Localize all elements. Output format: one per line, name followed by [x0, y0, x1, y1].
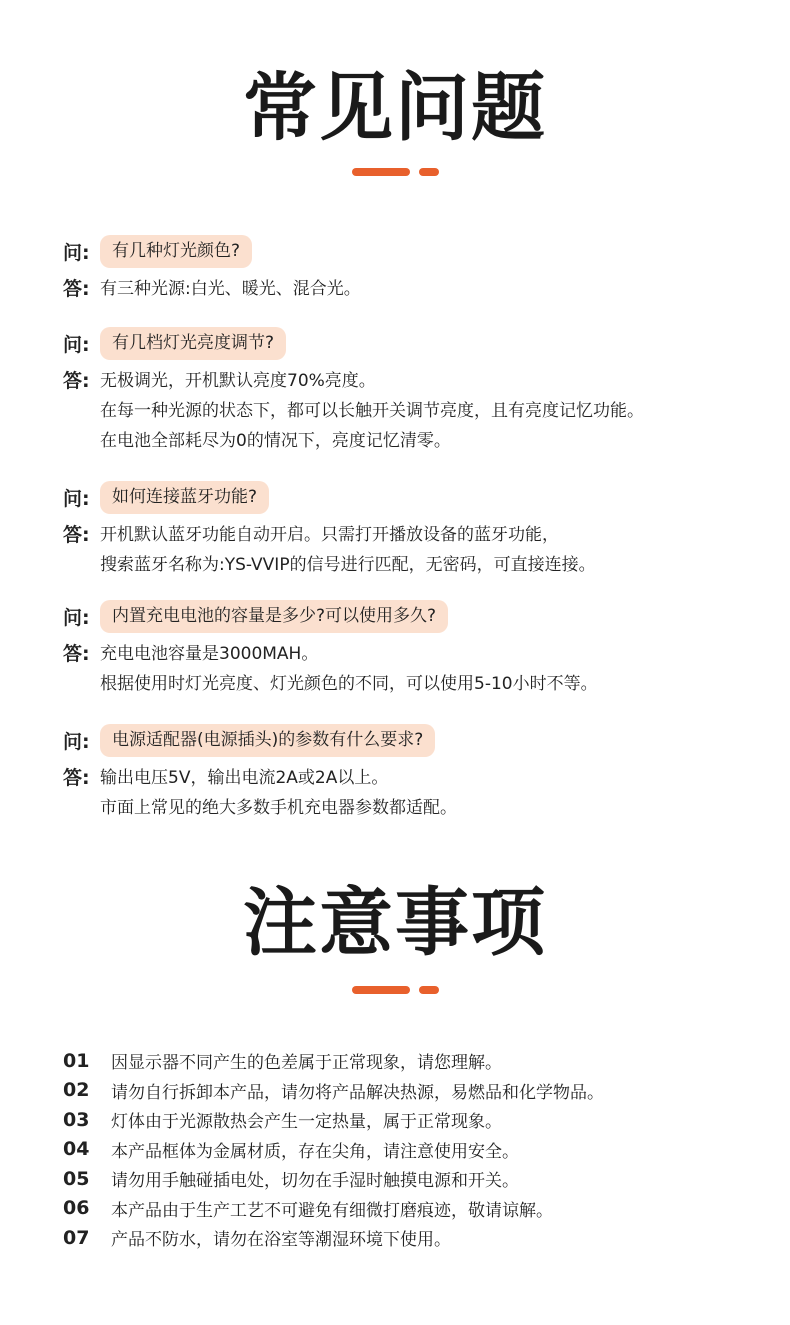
notes-list [63, 1046, 763, 1253]
question-row [63, 234, 763, 268]
answer-line: 搜索蓝牙名称为:YS-VVIP的信号进行匹配，无密码，可直接连接。 [100, 555, 596, 575]
note-text: 本产品由于生产工艺不可避免有细微打磨痕迹，敬请谅解。 [111, 1200, 553, 1221]
note-number: 03 [63, 1108, 90, 1131]
answer-row [63, 520, 763, 580]
answer-row [63, 366, 763, 456]
note-item [63, 1164, 763, 1194]
note-text: 请勿自行拆卸本产品，请勿将产品解决热源，易燃品和化学物品。 [111, 1082, 604, 1103]
note-item [63, 1223, 763, 1253]
answer-line: 市面上常见的绝大多数手机充电器参数都适配。 [100, 798, 457, 818]
answer-lines [100, 274, 361, 304]
faq-item [63, 326, 763, 456]
note-item [63, 1194, 763, 1224]
answer-tag: 答: [63, 643, 90, 665]
answer-row [63, 763, 763, 823]
note-text: 请勿用手触碰插电处，切勿在手湿时触摸电源和开关。 [111, 1171, 519, 1192]
faq-title: 常见问题 [243, 65, 547, 151]
answer-line: 输出电压5V，输出电流2A或2A以上。 [100, 768, 389, 788]
notes-underline-long [352, 986, 410, 994]
answer-line: 根据使用时灯光亮度、灯光颜色的不同，可以使用5-10小时不等。 [100, 674, 598, 694]
faq-item [63, 599, 763, 699]
answer-row [63, 639, 763, 699]
faq-underline-long [352, 168, 410, 176]
note-number: 01 [63, 1049, 90, 1072]
answer-lines [100, 366, 644, 456]
notes-title: 注意事项 [243, 880, 547, 966]
faq-item [63, 723, 763, 823]
answer-line: 充电电池容量是3000MAH。 [100, 644, 319, 664]
answer-tag: 答: [63, 278, 90, 300]
answer-tag: 答: [63, 767, 90, 789]
note-text: 因显示器不同产生的色差属于正常现象，请您理解。 [111, 1053, 502, 1074]
note-number: 06 [63, 1197, 90, 1220]
question-text: 有几档灯光亮度调节? [100, 327, 286, 360]
question-text: 有几种灯光颜色? [100, 235, 252, 268]
answer-tag: 答: [63, 370, 90, 392]
answer-row [63, 274, 763, 304]
answer-line: 在电池全部耗尽为0的情况下，亮度记忆清零。 [100, 431, 451, 451]
notes-underline-short [419, 986, 439, 994]
question-text: 内置充电电池的容量是多少?可以使用多久? [100, 600, 448, 633]
note-text: 产品不防水，请勿在浴室等潮湿环境下使用。 [111, 1230, 451, 1251]
question-tag: 问: [63, 333, 90, 356]
faq-item [63, 480, 763, 580]
answer-lines [100, 763, 457, 823]
note-item [63, 1076, 763, 1106]
question-tag: 问: [63, 606, 90, 629]
note-item [63, 1135, 763, 1165]
answer-lines [100, 520, 596, 580]
faq-item [63, 234, 763, 304]
answer-line: 有三种光源:白光、暖光、混合光。 [100, 279, 361, 299]
question-text: 如何连接蓝牙功能? [100, 481, 269, 514]
note-item [63, 1105, 763, 1135]
note-number: 04 [63, 1138, 90, 1161]
question-row [63, 723, 763, 757]
question-tag: 问: [63, 487, 90, 510]
question-tag: 问: [63, 241, 90, 264]
note-text: 本产品框体为金属材质，存在尖角，请注意使用安全。 [111, 1141, 519, 1162]
note-number: 05 [63, 1167, 90, 1190]
question-text: 电源适配器(电源插头)的参数有什么要求? [100, 724, 435, 757]
answer-tag: 答: [63, 524, 90, 546]
note-number: 07 [63, 1226, 90, 1249]
answer-line: 在每一种光源的状态下，都可以长触开关调节亮度，且有亮度记忆功能。 [100, 401, 644, 421]
question-row [63, 599, 763, 633]
answer-line: 无极调光，开机默认亮度70%亮度。 [100, 371, 376, 391]
answer-lines [100, 639, 598, 699]
question-tag: 问: [63, 730, 90, 753]
question-row [63, 480, 763, 514]
note-number: 02 [63, 1079, 90, 1102]
answer-line: 开机默认蓝牙功能自动开启。只需打开播放设备的蓝牙功能， [100, 525, 559, 545]
question-row [63, 326, 763, 360]
faq-underline-short [419, 168, 439, 176]
note-text: 灯体由于光源散热会产生一定热量，属于正常现象。 [111, 1112, 502, 1133]
note-item [63, 1046, 763, 1076]
